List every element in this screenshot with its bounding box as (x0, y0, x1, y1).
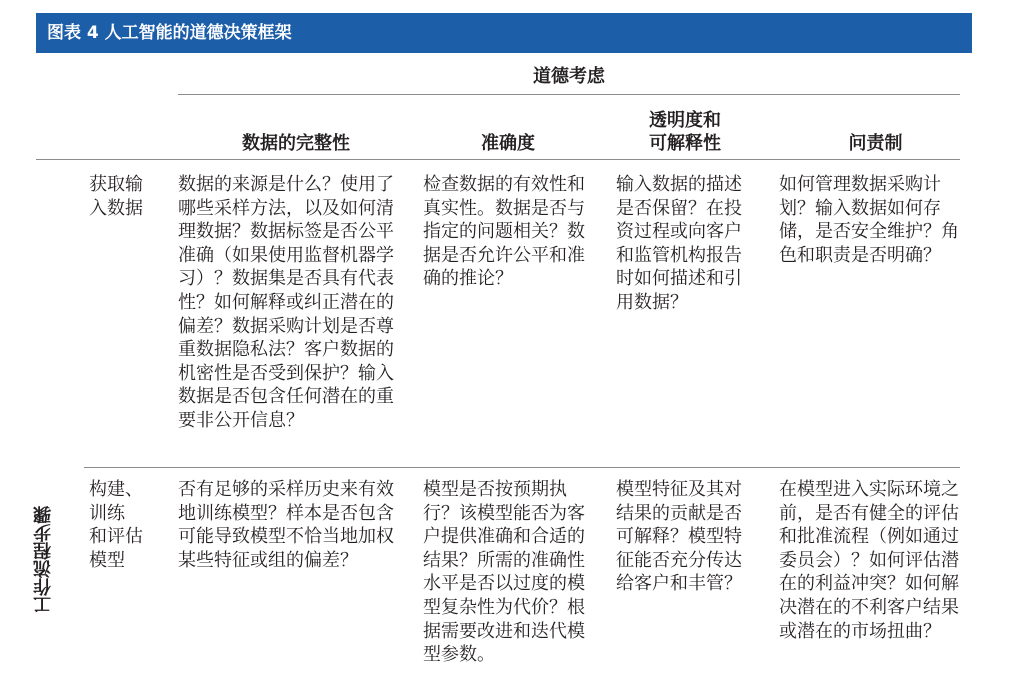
column-header-data-integrity: 数据的完整性 (242, 133, 350, 154)
column-header-transparency: 透明度和 可解释性 (649, 110, 721, 154)
group-header-rule (178, 94, 960, 95)
row-label-build-model: 构建、 训练 和评估 模型 (89, 479, 143, 571)
cell-accountability: 如何管理数据采购计划？输入数据如何存储，是否安全维护？角色和职责是否明确？ (779, 174, 959, 266)
header-rule (36, 159, 960, 160)
row-separator (84, 467, 960, 468)
workflow-steps-label: 工作流程步骤 (33, 506, 54, 614)
cell-transparency: 输入数据的描述是否保留？在投资过程或向客户和监管机构报告时如何描述和引用数据？ (616, 174, 742, 313)
column-header-accountability: 问责制 (848, 133, 903, 154)
cell-accuracy: 模型是否按预期执行？该模型能否为客户提供准确和合适的结果？所需的准确性水平是否以过度的模型复杂性为代价？根据需要改进和迭代模型参数。 (423, 479, 585, 666)
cell-data-integrity: 否有足够的采样历史来有效地训练模型？样本是否包含可能导致模型不恰当地加权某些特征或组的偏差？ (178, 479, 394, 571)
column-header-accuracy: 准确度 (481, 133, 535, 154)
cell-accuracy: 检查数据的有效性和真实性。数据是否与指定的问题相关？数据是否允许公平和准确的推论？ (423, 174, 585, 290)
group-header: 道德考虑 (533, 66, 605, 87)
cell-transparency: 模型特征及其对结果的贡献是否可解释？模型特征能否充分传达给客户和丰管？ (616, 479, 742, 595)
cell-data-integrity: 数据的来源是什么？使用了哪些采样方法，以及如何清理数据？数据标签是否公平准确（如果使用监督机器学习）？数据集是否具有代表性？如何解释或纠正潜在的偏差？数据采购计划是否尊重数据隐私法？客户数据的机密性是否受到保护？输入数据是否包含任何潜在的重要非公开信息？ (178, 174, 394, 431)
row-label-acquire-data: 获取输 入数据 (89, 174, 143, 219)
cell-accountability: 在模型进入实际环境之前，是否有健全的评估和批准流程（例如通过委员会）？如何评估潜在的利益冲突？如何解决潜在的不利客户结果或潜在的市场扭曲？ (779, 479, 959, 642)
figure-title-banner: 图表 4 人工智能的道德决策框架 (36, 13, 972, 53)
